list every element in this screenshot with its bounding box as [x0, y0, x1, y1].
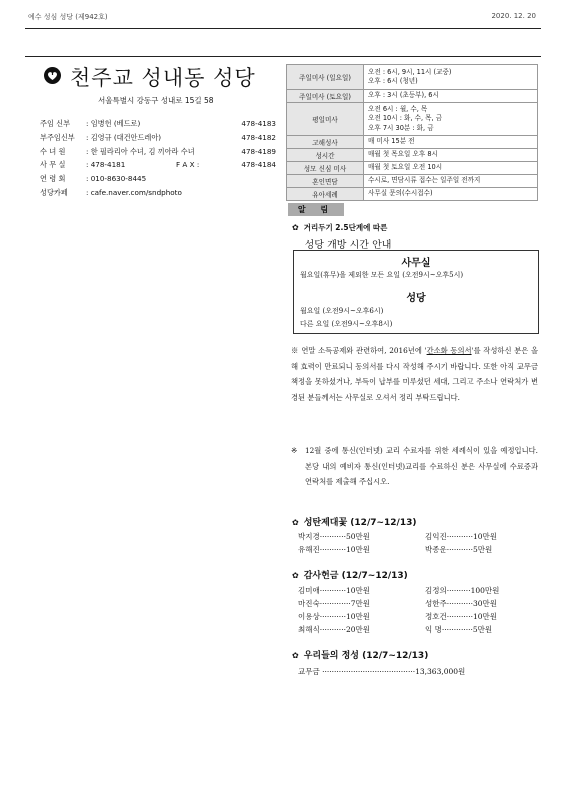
note-mark: ※	[291, 446, 298, 455]
flower-icon: ✿	[292, 651, 299, 660]
list-item: 정호건···········10만원	[425, 612, 497, 621]
section-title: 우리들의 정성 (12/7~12/13)	[303, 651, 429, 661]
notice-heading	[292, 222, 387, 233]
office-hours-line: 월요일(휴무)을 제외한 모든 요일 (오전9시~오후5시)	[300, 271, 464, 279]
para-underlined: 간소화 동의서	[426, 346, 472, 355]
cafe-link[interactable]: : cafe.naver.com/sndphoto	[86, 187, 182, 197]
flower-icon: ✿	[292, 223, 299, 232]
schedule-row	[287, 136, 538, 149]
schedule-line: 오후 : 6시 (청년)	[368, 77, 418, 85]
schedule-line: 오전 10시 : 화, 수, 목, 금	[368, 114, 443, 123]
fax-number: 478-4184	[241, 160, 276, 170]
issue-date: 2020. 12. 20	[491, 12, 536, 20]
schedule-label: 평일미사	[287, 103, 364, 136]
list-item: 익 명·············5만원	[425, 625, 493, 634]
staff-name: : 임병헌 (베드로)	[86, 119, 141, 128]
schedule-value: 매월 첫 토요일 오전 10시	[364, 162, 538, 175]
schedule-row	[287, 188, 538, 201]
list-item: 김정의··········100만원	[425, 586, 500, 595]
schedule-label: 주일미사 (토요일)	[287, 90, 364, 103]
contact-info	[40, 117, 276, 200]
flower-donation-list	[298, 531, 538, 561]
devotion-line: 교무금 ·······································13,363,000원	[298, 667, 466, 676]
schedule-label: 혼인면담	[287, 175, 364, 188]
contact-row	[40, 186, 276, 200]
staff-name: : 한 필라리아 수녀, 김 끼아라 수녀	[86, 146, 195, 156]
opening-hours-box	[293, 250, 539, 334]
schedule-label: 고해성사	[287, 136, 364, 149]
office-hours-title: 사무실	[401, 258, 431, 269]
notice-subheading-text: 성당 개방 시간 안내	[304, 240, 392, 251]
schedule-line: 오후 7시 30분 : 화, 금	[368, 123, 434, 132]
contact-value: : 010-8630-8445	[86, 174, 147, 184]
schedule-value	[364, 103, 538, 136]
section-heading	[292, 568, 408, 581]
baptism-notice-paragraph	[291, 443, 538, 490]
schedule-value: 오후 : 3시 (초등부), 6시	[364, 90, 538, 103]
flower-icon: ✿	[292, 571, 299, 580]
church-hours-line: 월요일 (오전9시~오후6시)	[300, 307, 384, 315]
list-item: 이용상···········10만원	[298, 612, 370, 621]
schedule-row	[287, 103, 538, 136]
schedule-label: 성모 신심 미사	[287, 162, 364, 175]
section-title: 감사헌금 (12/7~12/13)	[303, 571, 408, 581]
top-rule	[25, 28, 541, 29]
schedule-row	[287, 65, 538, 90]
section-heading	[292, 515, 416, 528]
schedule-line: 오전 : 6시, 9시, 11시 (교중)	[368, 67, 452, 76]
list-item: 마진숙·············7만원	[298, 599, 370, 608]
contact-row	[40, 172, 276, 186]
schedule-row	[287, 90, 538, 103]
list-item: 김익진···········10만원	[425, 532, 497, 541]
mass-schedule-table	[286, 64, 538, 201]
staff-phone: 478-4182	[241, 132, 276, 142]
staff-phone: 478-4189	[241, 146, 276, 156]
schedule-value: 매 미사 15분 전	[364, 136, 538, 149]
office-phone: : 478-4181	[86, 160, 126, 170]
thanks-offering-list	[298, 585, 538, 641]
header-rule	[25, 56, 541, 57]
page-title: 천주교 성내동 성당	[70, 66, 256, 90]
tax-notice-paragraph	[291, 343, 538, 406]
issue-label: 예수 성심 성당 (제942호)	[28, 13, 108, 21]
section-title: 성탄제대꽃 (12/7~12/13)	[303, 518, 417, 528]
flower-icon: ✿	[292, 518, 299, 527]
staff-role: 부주임신부	[40, 132, 75, 142]
list-item: 최해식···········20만원	[298, 625, 370, 634]
church-hours-line: 다른 요일 (오전9시~오후8시)	[300, 320, 393, 328]
notice-header: 알 림	[288, 203, 344, 216]
schedule-value: 사무실 문의(수시접수)	[364, 188, 538, 201]
church-address: 서울특별시 강동구 성내로 15길 58	[98, 96, 214, 105]
staff-row	[40, 131, 276, 145]
office-row	[40, 158, 276, 172]
schedule-value: 수시로, 면담시류 접수는 일주일 전까지	[364, 175, 538, 188]
schedule-row	[287, 175, 538, 188]
church-logo-icon	[44, 67, 61, 84]
list-item: 박지경···········50만원	[298, 532, 370, 541]
schedule-value	[364, 65, 538, 90]
staff-phone: 478-4183	[241, 119, 276, 128]
staff-role: 수 녀 원	[40, 146, 66, 156]
staff-role: 주임 신부	[40, 119, 71, 128]
schedule-label: 성시간	[287, 149, 364, 162]
para-text: 12월 중에 통신(인터넷) 교리 수료자를 위한 세례식이 있을 예정입니다. 본당 내의 예비자 통신(인터넷)교리를 수료하신 분은 사무실에 수료증과 연락처를 제출해 주십시오.	[305, 446, 538, 487]
notice-heading-text: 거리두기 2.5단계에 따른	[303, 223, 388, 232]
schedule-row	[287, 162, 538, 175]
contact-label: 연 령 회	[40, 174, 66, 184]
para-text: '를 작성하신 분은 올해 효력이 만료되니 동의서를 다시 작성해 주시기 바랍니다. 또한 아직 교무금 책정을 못하셨거나, 부득이 납부를 미루셨던 세대, 그리고 주소나 연락처가 변경된 분들께서는 사무실로 오셔서 정리 부탁드립니다.	[291, 346, 538, 403]
list-item: 김미애···········10만원	[298, 586, 370, 595]
notice-subheading	[0, 236, 566, 251]
contact-label: 성당카페	[40, 187, 68, 197]
church-hours-title: 성당	[406, 293, 426, 304]
schedule-line: 오전 6시 : 월, 수, 목	[368, 104, 428, 113]
staff-row	[40, 117, 276, 131]
section-heading	[292, 648, 428, 661]
list-item: 유해진···········10만원	[298, 545, 370, 554]
staff-name: : 김영규 (대건안드레아)	[86, 132, 162, 142]
list-item: 박종운···········5만원	[425, 545, 493, 554]
schedule-row	[287, 149, 538, 162]
schedule-label: 유아세례	[287, 188, 364, 201]
fax-label: F A X :	[176, 160, 200, 170]
staff-row	[40, 145, 276, 159]
office-label: 사 무 실	[40, 160, 66, 170]
schedule-label: 주일미사 (일요일)	[287, 65, 364, 90]
schedule-value: 매월 첫 목요일 오후 8시	[364, 149, 538, 162]
list-item: 성한주···········30만원	[425, 599, 497, 608]
para-text: ※ 연말 소득공제와 관련하여, 2016년에 '	[291, 346, 427, 355]
